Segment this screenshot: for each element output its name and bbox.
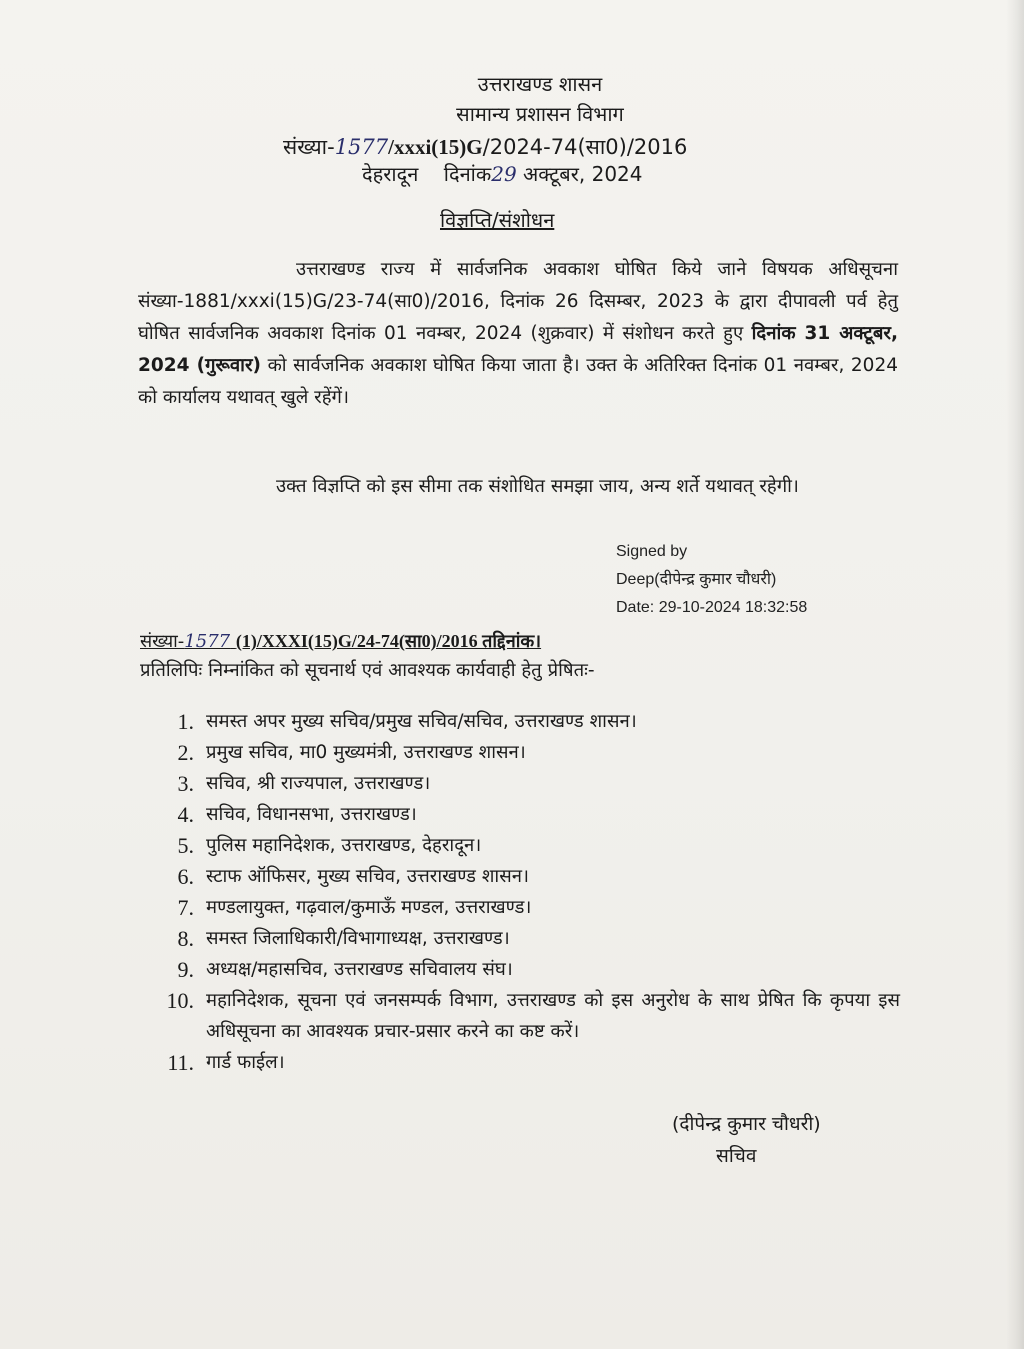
- ref-code: /xxxi(15)G: [388, 135, 483, 159]
- para1-text-a: उत्तराखण्ड राज्य में सार्वजनिक अवकाश घोषित किये जाने विषयक अधिसूचना संख्या-1881/xxxi(15)G/23-74(सा0)/2016, दिनांक 26 दिसम्बर, 2023 के द्वारा दीपावली पर्व हेतु घोषित सार्वजनिक अवकाश दिनांक 01 नवम्बर, 2024 (शुक्रवार) में संशोधन करते हुए: [138, 259, 898, 344]
- list-item-number: 8.: [177, 926, 194, 951]
- list-item-number: 7.: [177, 895, 194, 920]
- ref-suffix: /2024-74(सा0)/2016: [482, 135, 688, 159]
- signature-signed-by: Signed by: [616, 543, 688, 560]
- list-item-number: 1.: [177, 709, 194, 734]
- list-item: [140, 923, 900, 954]
- list-item-text: महानिदेशक, सूचना एवं जनसम्पर्क विभाग, उत्तराखण्ड को इस अनुरोध के साथ प्रेषित कि कृपया इस अधिसूचना का आवश्यक प्रचार-प्रसार करने का कष्ट करें।: [206, 990, 900, 1042]
- list-item: [140, 1047, 900, 1078]
- distribution-list: [140, 706, 900, 1078]
- list-item-number: 6.: [177, 864, 194, 889]
- list-item-number: 11.: [167, 1050, 194, 1075]
- reference-number: [283, 133, 687, 161]
- place-date-line: [362, 160, 643, 187]
- list-item: [140, 830, 900, 861]
- copy-ref-code: (1)/XXXI(15)G/24-74(सा0)/2016 तद्दिनांक।: [235, 631, 542, 651]
- list-item-text: स्टाफ ऑफिसर, मुख्य सचिव, उत्तराखण्ड शासन।: [206, 866, 529, 887]
- list-item-text: प्रमुख सचिव, मा0 मुख्यमंत्री, उत्तराखण्ड शासन।: [206, 742, 526, 763]
- signature-date: Date: 29-10-2024 18:32:58: [616, 599, 808, 616]
- list-item: [140, 768, 900, 799]
- notice-paragraph-1: [138, 254, 898, 414]
- list-item-text: पुलिस महानिदेशक, उत्तराखण्ड, देहरादून।: [206, 835, 482, 856]
- list-item-number: 3.: [177, 771, 194, 796]
- place: देहरादून: [362, 162, 419, 186]
- list-item-number: 9.: [177, 957, 194, 982]
- department-name: सामान्य प्रशासन विभाग: [456, 102, 624, 126]
- list-item: [140, 737, 900, 768]
- page-edge-shadow: [1006, 0, 1024, 1349]
- list-item-text: समस्त अपर मुख्य सचिव/प्रमुख सचिव/सचिव, उत्तराखण्ड शासन।: [206, 711, 637, 732]
- list-item-text: सचिव, श्री राज्यपाल, उत्तराखण्ड।: [206, 773, 431, 794]
- para1-text-b: को सार्वजनिक अवकाश घोषित किया जाता है। उक्त के अतिरिक्त दिनांक 01 नवम्बर, 2024 को कार्यालय यथावत् खुले रहेंगें।: [138, 355, 898, 408]
- list-item: [140, 861, 900, 892]
- para1-holiday-date: दिनांक 31 अक्टूबर, 2024 (गुरूवार): [138, 323, 898, 376]
- list-item: [140, 799, 900, 830]
- list-item-number: 10.: [166, 988, 194, 1013]
- signature-name: Deep(दीपेन्द्र कुमार चौधरी): [616, 571, 777, 588]
- copy-ref-handwritten: 1577: [184, 631, 231, 652]
- list-item: [140, 892, 900, 923]
- list-item: [140, 706, 900, 737]
- digital-signature-block: [616, 538, 896, 622]
- copy-ref-prefix: संख्या-: [140, 631, 185, 652]
- notice-paragraph-2: उक्त विज्ञप्ति को इस सीमा तक संशोधित समझा जाय, अन्य शर्ते यथावत् रहेगी।: [276, 476, 799, 497]
- letterhead: [260, 70, 820, 128]
- list-item: [140, 954, 900, 985]
- list-item-number: 5.: [177, 833, 194, 858]
- list-item-number: 2.: [177, 740, 194, 765]
- list-item-text: मण्डलायुक्त, गढ़वाल/कुमाऊँ मण्डल, उत्तराखण्ड।: [206, 897, 532, 918]
- date-rest: अक्टूबर, 2024: [523, 162, 643, 186]
- copy-reference-number: [140, 629, 541, 653]
- signatory-name: (दीपेन्द्र कुमार चौधरी): [672, 1113, 821, 1135]
- ref-handwritten-number: 1577: [334, 135, 389, 159]
- copy-intro: प्रतिलिपिः निम्नांकित को सूचनार्थ एवं आवश्यक कार्यवाही हेतु प्रेषितः-: [140, 660, 595, 681]
- list-item-text: अध्यक्ष/महासचिव, उत्तराखण्ड सचिवालय संघ।: [206, 959, 513, 980]
- list-item-number: 4.: [177, 802, 194, 827]
- notice-title: विज्ञप्ति/संशोधन: [440, 208, 555, 232]
- list-item-text: सचिव, विधानसभा, उत्तराखण्ड।: [206, 804, 417, 825]
- date-label: दिनांक: [443, 162, 492, 186]
- signatory-designation: सचिव: [716, 1145, 757, 1167]
- date-handwritten: 29: [491, 162, 517, 186]
- ref-prefix: संख्या-: [283, 135, 335, 159]
- list-item-text: समस्त जिलाधिकारी/विभागाध्यक्ष, उत्तराखण्ड।: [206, 928, 510, 949]
- signatory-block: [672, 1108, 872, 1172]
- list-item-text: गार्ड फाईल।: [206, 1052, 285, 1073]
- list-item: [140, 985, 900, 1047]
- office-name: उत्तराखण्ड शासन: [477, 72, 603, 96]
